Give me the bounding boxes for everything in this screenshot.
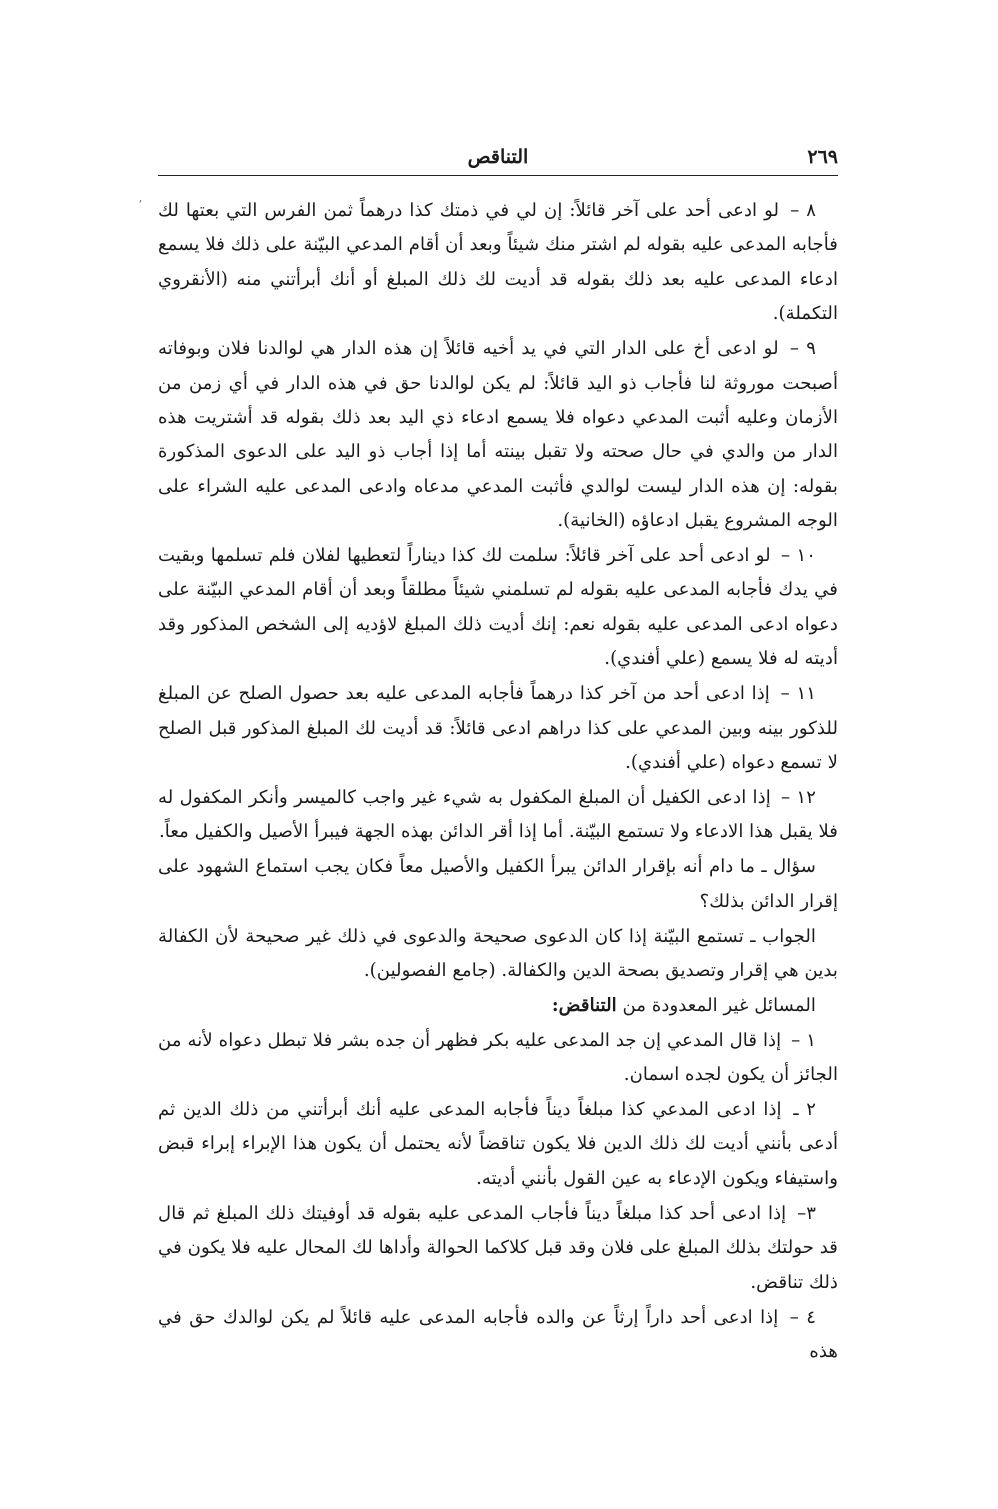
item-4 [158,1301,838,1370]
margin-mark: ʼ [138,198,142,212]
item-text: إذا ادعى المدعي كذا مبلغاً ديناً فأجابه المدعى عليه أنك أبرأتني من ذلك الدين ثم أدعى بأنني أديت لك ذلك الدين فلا يكون تناقضاً لأنه يحتمل أن يكون هذا الإبراء إبراء قبض واستيفاء ويكون الإدعاء به عين القول بأنني أديته. [158,1099,838,1189]
paragraph-text: إذا ادعى الكفيل أن المبلغ المكفول به شيء غير واجب كالميسر وأنكر المكفول له فلا يقبل هذا الادعاء ولا تستمع البيّنة. أما إذا أقر الدائن بهذه الجهة فيبرأ الأصيل والكفيل معاً. [158,786,838,843]
question-paragraph [158,850,838,919]
section-heading-keyword: التناقض: [551,994,617,1016]
paragraph-12 [158,781,838,850]
item-number: ٤ – [789,1306,816,1328]
paragraph-number: ٩ – [789,338,816,360]
paragraph-number: ٨ – [790,200,816,221]
page-number: ٢٦٩ [807,146,838,168]
item-text: إذا ادعى أحد داراً إرثاً عن والده فأجابه المدعى عليه قائلاً لم يكن لوالدك حق في هذه [158,1306,838,1362]
header-rule [158,175,838,176]
paragraph-number: ١١ – [780,683,816,705]
paragraph-text: الجواب ـ تستمع البيّنة إذا كان الدعوى صحيحة والدعوى في ذلك غير صحيحة لأن الكفالة بدين هي إقرار وتصديق بصحة الدين والكفالة. (جامع الفصولين). [158,925,838,981]
item-text: إذا ادعى أحد كذا مبلغاً ديناً فأجاب المدعى عليه بقوله قد أوفيتك ذلك المبلغ ثم قال قد حولتك بذلك المبلغ على فلان وقد قبل كلاكما الحوالة وأداها لك المحال عليه فلا يكون في ذلك تناقض. [158,1202,838,1293]
running-title: التناقص [467,146,529,168]
paragraph-text: إذا ادعى أحد من آخر كذا درهماً فأجابه المدعى عليه بعد حصول الصلح عن المبلغ للذكور بينه وبين المدعي على كذا دراهم ادعى قائلاً: قد أديت لك المبلغ المذكور قبل الصلح لا تسمع دعواه (علي أفندي). [158,683,838,773]
section-heading-prefix: المسائل غير المعدودة من [616,994,816,1016]
paragraph-text: لو ادعى أخ على الدار التي في يد أخيه قائلاً إن هذه الدار هي لوالدنا فلان وبوفاته أصبحت موروثة لنا فأجاب ذو اليد قائلاً: لم يكن لوالدنا حق في هذه الدار في أي زمن من الأزمان وعليه أثبت المدعي دعواه فلا يسمع ادعاء ذي اليد بعد ذلك بقوله قد أشتريت هذه الدار من والدي في حال صحته ولا تقبل بينته أما إذا أجاب ذو اليد على الدعوى المذكورة بقوله: إن هذه الدار ليست لوالدي فأثبت المدعي مدعاه وادعى المدعى عليه الشراء على الوجه المشروع يقبل ادعاؤه (الخانية). [158,338,838,532]
item-1 [158,1024,838,1093]
section-heading [158,989,838,1023]
paragraph-11 [158,677,838,780]
paragraph-number: ١٠ – [781,545,816,567]
paragraph-10 [158,539,838,677]
item-3 [158,1197,838,1300]
item-number: ٢ ـ [793,1099,816,1121]
paragraph-8 [158,194,838,332]
answer-paragraph [158,920,838,989]
page-header [158,140,838,176]
paragraph-text: لو ادعى أحد على آخر قائلاً: سلمت لك كذا ديناراً لتعطيها لفلان فلم تسلمها وبقيت في يدك فأجابه المدعى عليه بقوله لم تسلمني شيئاً مطلقاً وبعد أن أقام المدعي البيّنة على دعواه ادعى المدعى عليه بقوله نعم: إنك أديت ذلك المبلغ لاؤديه إلى الشخص المذكور وقد أديته له فلا يسمع (علي أفندي). [158,545,838,670]
item-number: ١ – [791,1029,816,1051]
item-number: ٣– [797,1202,816,1224]
page-body [158,194,838,1370]
item-text: إذا قال المدعي إن جد المدعى عليه بكر فظهر أن جده بشر فلا تبطل دعواه لأنه من الجائز أن يكون لجده اسمان. [158,1029,838,1086]
paragraph-9 [158,332,838,538]
paragraph-text: لو ادعى أحد على آخر قائلاً: إن لي في ذمتك كذا درهماً ثمن الفرس التي بعتها لك فأجابه المدعى عليه بقوله لم اشتر منك شيئاً وبعد أن أقام المدعي البيّنة على ذلك فلا يسمع ادعاء المدعى عليه بعد ذلك بقوله قد أديت لك ذلك المبلغ أو أنك أبرأتني منه (الأنقروي التكملة). [158,200,838,325]
paragraph-number: ١٢ – [781,786,816,808]
paragraph-text: سؤال ـ ما دام أنه بإقرار الدائن يبرأ الكفيل والأصيل معاً فكان يجب استماع الشهود على إقرار الدائن بذلك؟ [158,856,838,912]
item-2 [158,1093,838,1196]
